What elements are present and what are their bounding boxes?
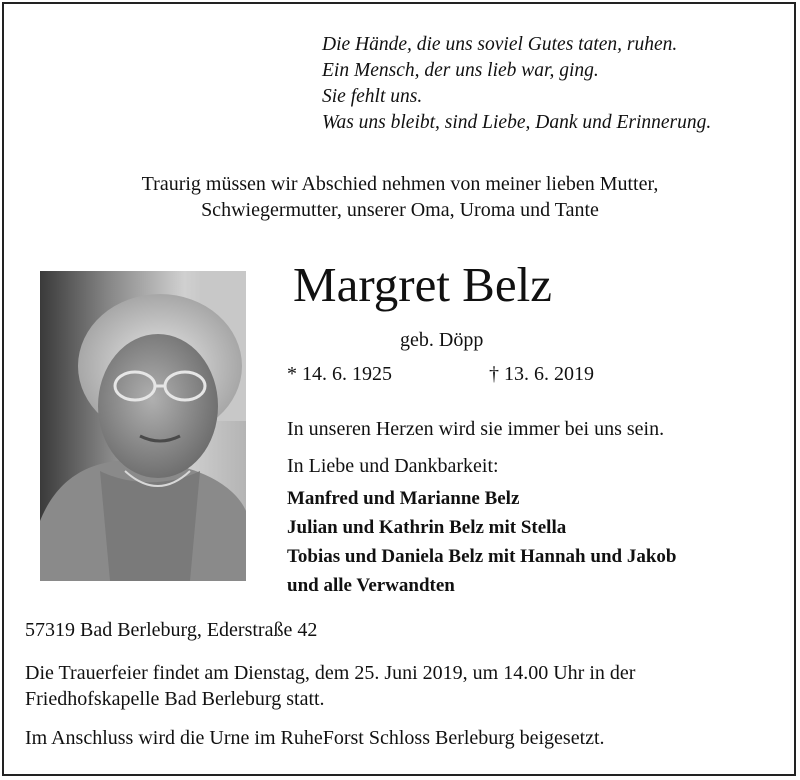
- burial-info: Im Anschluss wird die Urne im RuheForst Schloss Berleburg beigesetzt.: [25, 727, 605, 749]
- intro-text: [0, 171, 800, 223]
- mourners-list: [287, 484, 676, 600]
- deceased-name: Margret Belz: [293, 257, 552, 312]
- maiden-name: geb. Döpp: [400, 329, 484, 351]
- poem: [322, 32, 711, 136]
- birth-date: * 14. 6. 1925: [287, 363, 392, 385]
- poem-line: Ein Mensch, der uns lieb war, ging.: [322, 60, 599, 81]
- portrait-photo: [40, 271, 246, 581]
- mourner-line: Manfred und Marianne Belz: [287, 488, 520, 509]
- poem-line: Sie fehlt uns.: [322, 86, 423, 107]
- mourner-line: und alle Verwandten: [287, 575, 455, 596]
- death-date: † 13. 6. 2019: [489, 363, 594, 385]
- family-address: 57319 Bad Berleburg, Ederstraße 42: [25, 619, 318, 641]
- ceremony-info: Die Trauerfeier findet am Dienstag, dem 25. Juni 2019, um 14.00 Uhr in der Friedhofskapelle Bad Berleburg statt.: [25, 662, 636, 710]
- intro-line: Traurig müssen wir Abschied nehmen von meiner lieben Mutter,: [141, 173, 659, 195]
- memorial-motto: In unseren Herzen wird sie immer bei uns sein.: [287, 418, 665, 440]
- mourner-line: Tobias und Daniela Belz mit Hannah und Jakob: [287, 546, 677, 567]
- intro-line: Schwiegermutter, unserer Oma, Uroma und Tante: [201, 199, 599, 221]
- thanks-label: In Liebe und Dankbarkeit:: [287, 455, 499, 477]
- poem-line: Was uns bleibt, sind Liebe, Dank und Erinnerung.: [322, 112, 712, 133]
- poem-line: Die Hände, die uns soviel Gutes taten, ruhen.: [322, 34, 678, 55]
- mourner-line: Julian und Kathrin Belz mit Stella: [287, 517, 567, 538]
